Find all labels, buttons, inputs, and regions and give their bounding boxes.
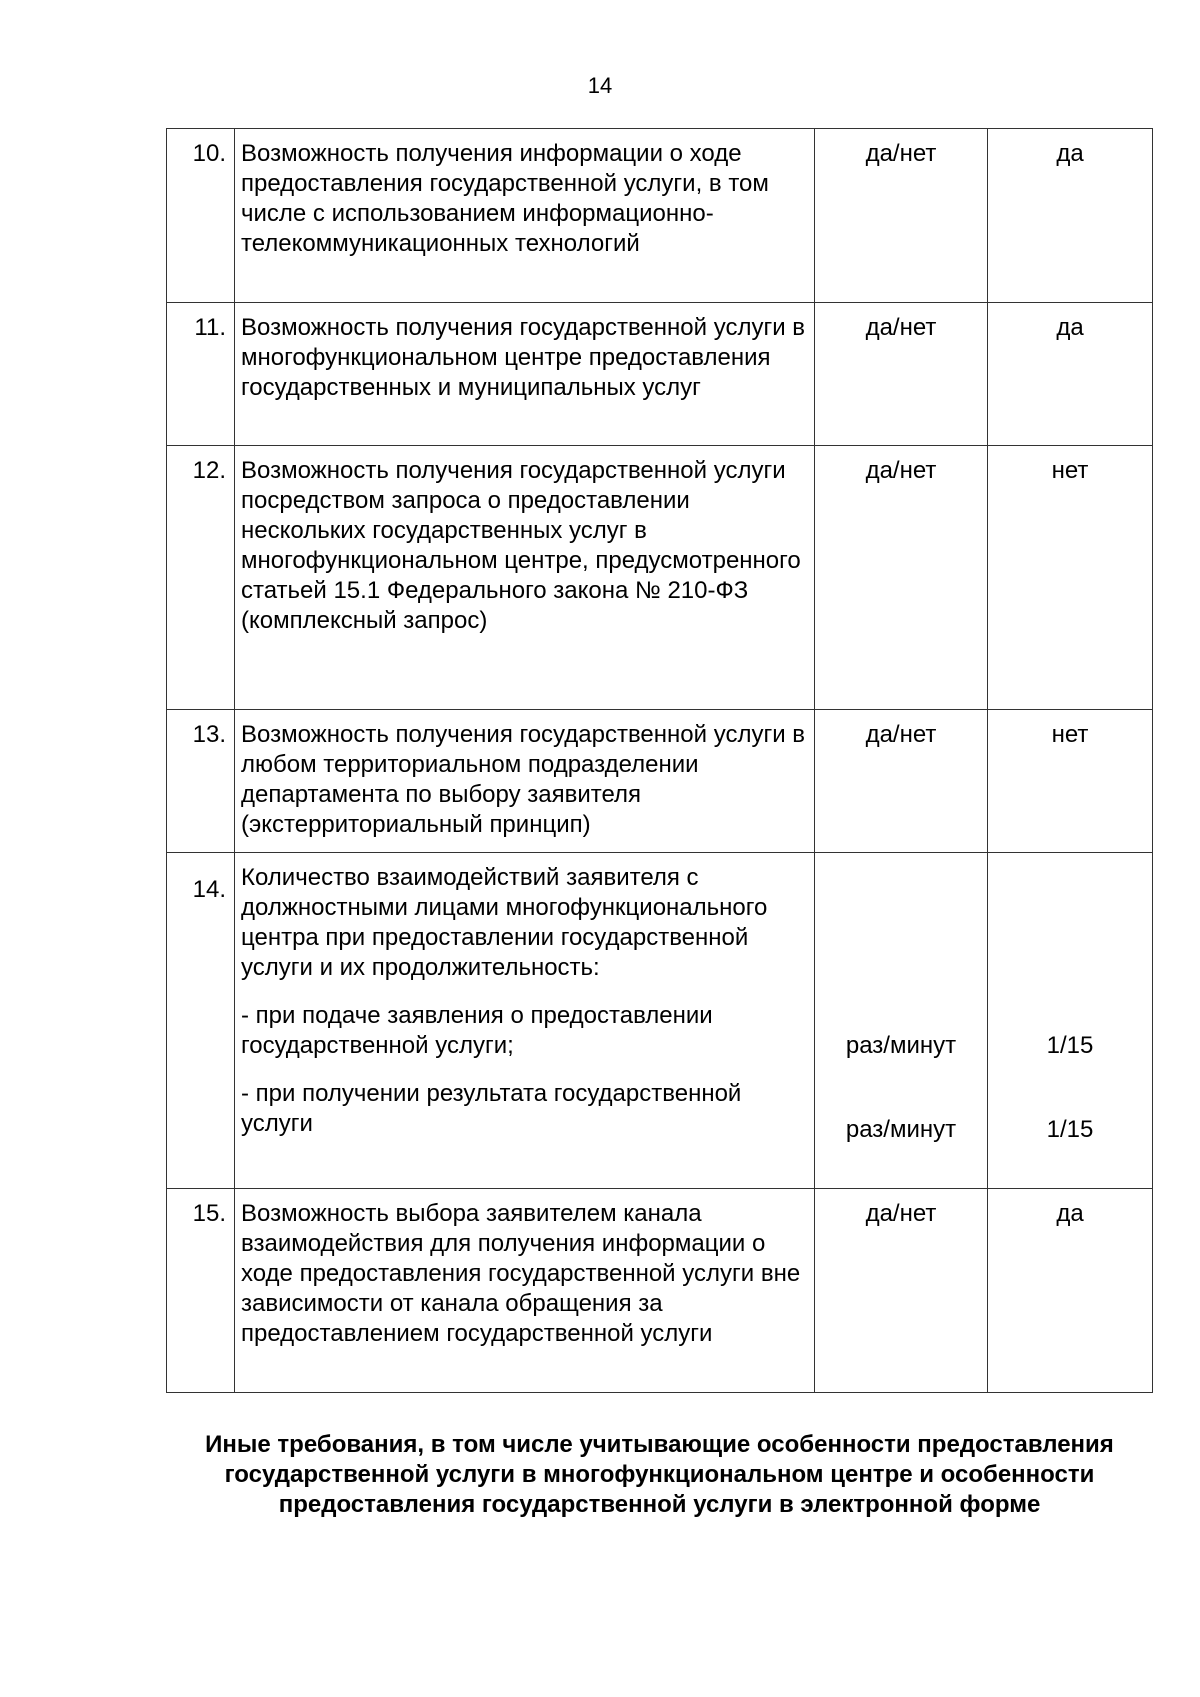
row-number: 11. [167,303,235,446]
row-value: нет [988,710,1153,853]
sub-item-value: 1/15 [1046,1032,1094,1059]
row-number: 13. [167,710,235,853]
sub-item-unit: раз/минут [845,1116,957,1143]
table-row [167,1189,1153,1393]
indicators-table [166,128,1153,1393]
row-value: да [988,129,1153,303]
table-row [167,129,1153,303]
sub-item-text: - при получении результата государственной услуги [241,1080,742,1137]
row-unit: да/нет [815,1189,988,1393]
table-row [167,853,1153,1189]
row-description: Возможность получения государственной услуги в любом территориальном подразделении департамента по выбору заявителя (экстерриториальный принцип) [235,710,815,853]
sub-item-value: 1/15 [1046,1116,1094,1143]
row-description: Возможность получения государственной услуги посредством запроса о предоставлении нескольких государственных услуг в многофункциональном центре, предусмотренного статьей 15.1 Федерального закона № 210-ФЗ (комплексный запрос) [235,446,815,710]
row-description: Количество взаимодействий заявителя с должностными лицами многофункционального центра при предоставлении государственной услуги и их продолжительность: [241,864,768,981]
row-unit: да/нет [815,129,988,303]
section-heading: Иные требования, в том числе учитывающие особенности предоставления государственной услуги в многофункциональном центре и особенности предоставления государственной услуги в электронной форме [205,1431,1114,1518]
table-row [167,303,1153,446]
row-unit: да/нет [815,303,988,446]
row-value: нет [988,446,1153,710]
table-row [167,710,1153,853]
row-number: 10. [167,129,235,303]
row-number: 15. [167,1189,235,1393]
row-value: да [988,1189,1153,1393]
row-unit: да/нет [815,710,988,853]
row-description: Возможность получения информации о ходе предоставления государственной услуги, в том числе с использованием информационно-телекоммуникационных технологий [235,129,815,303]
row-value: да [988,303,1153,446]
sub-item-unit: раз/минут [845,1032,957,1059]
row-number: 14. [192,876,226,903]
sub-item-text: - при подаче заявления о предоставлении государственной услуги; [241,1002,713,1059]
table-row [167,446,1153,710]
page-number: 14 [587,73,613,98]
row-description: Возможность выбора заявителем канала взаимодействия для получения информации о ходе предоставления государственной услуги вне зависимости от канала обращения за предоставлением государственной услуги [235,1189,815,1393]
row-description: Возможность получения государственной услуги в многофункциональном центре предоставления государственных и муниципальных услуг [235,303,815,446]
row-number: 12. [167,446,235,710]
row-unit: да/нет [815,446,988,710]
